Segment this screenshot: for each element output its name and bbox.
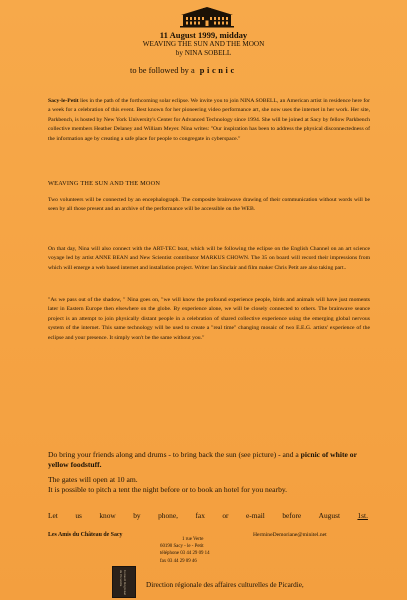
rsvp-word: fax — [195, 511, 205, 520]
art-tec-paragraph: On that day, Nina will also connect with the ART-TEC boat, which will be following the eclipse on the English Channel on an art science voyage led by artist ANNE BEAN and New Scientist contributor MARKUS CHOWN. The 35 on board will record their impressions from which will emerge a web based internet and installation project. Writer Ian Sinclair and film maker Chris Petit are also taking part.. — [48, 246, 370, 271]
picnic-word: picnic — [199, 66, 237, 75]
intro-text: lies in the path of the forthcoming solar eclipse. We invite you to join NINA SOBELL, an American artist in residence here for a week for a celebration of this event. Best known for her pioneering video performance art, she now uses the internet in her work. Her site, Parkbench, is hosted by New York University's Center for Advanced Technology since 1994. She will be joined at Sacy by fellow Parkbench collective members Heather Delaney and William Meyer. Nina writes: "Our inspiration has been to address the physical disconnectedness of the information age by creating a safe place for people to congregate in cyberspace." — [48, 98, 370, 142]
address-street: 1 rue Verte — [182, 537, 204, 542]
contact-email: HermineDemoriane@minitel.net — [253, 532, 327, 538]
event-date: 11 August 1999, midday — [159, 30, 248, 40]
rsvp-word: August — [318, 511, 340, 520]
rsvp-word: or — [222, 511, 229, 520]
gates-line: The gates will open at 10 am. — [48, 475, 138, 484]
intro-paragraph — [48, 97, 370, 144]
rsvp-word: us — [75, 511, 82, 520]
rsvp-word: e-mail — [245, 511, 265, 520]
rsvp-deadline: 1st. — [357, 511, 368, 520]
rsvp-word: phone, — [158, 511, 178, 520]
chateau-logo-icon — [179, 6, 235, 28]
followed-prefix: to be followed by a — [130, 66, 195, 75]
rsvp-word: know — [99, 511, 116, 520]
rsvp-word: Let — [48, 511, 58, 520]
address-town: 60190 Sacy - le - Petit — [160, 544, 204, 550]
followed-by-line — [130, 66, 237, 75]
address-fax: fax 03 44 29 09 46 — [160, 558, 197, 564]
invite-line-a: Do bring your friends along and drums - to bring back the sun (see picture) - and a — [48, 450, 301, 459]
address-phone: téléphone 03 44 29 09 14 — [160, 551, 210, 557]
association-name: Les Amis du Château de Sacy — [48, 532, 123, 538]
rsvp-word: by — [133, 511, 141, 520]
quote-paragraph: "As we pass out of the shadow, " Nina goes on, "we will know the profound experience people, birds and animals will have just moments later in Eastern Europe then elsewhere on the globe. By experience alone, we will be closely connected to others. The brainwave seance project is an attempt to join physically distant people in a celebration of shared collective experience using the emerging global nervous system of the internet. This same technology will be used to create a "real time" changing mosaic of two E.E.G. artists' experience of the eclipse and your presence. It simply won't be the same without you." — [48, 297, 370, 341]
invite-paragraph — [48, 450, 368, 470]
rsvp-line — [48, 511, 368, 520]
postal-address — [160, 536, 210, 565]
logistics-paragraph — [48, 475, 368, 495]
invite-line-b: picnic of white or yellow foodstuff. — [48, 450, 357, 470]
event-title: WEAVING THE SUN AND THE MOON — [142, 40, 265, 48]
rsvp-word: before — [282, 511, 302, 520]
encephalograph-paragraph: Two volunteers will be connected by an encephalograph. The composite brainwave drawing of their communication without words will be seen by all those present and an archive of the performance will be accessible on the WEB. — [48, 197, 370, 213]
regional-council-logo — [112, 566, 136, 598]
intro-lead: Sacy-le-Petit — [48, 98, 79, 104]
drac-credit: Direction régionale des affaires culturelles de Picardie, — [146, 581, 304, 589]
tent-line: It is possible to pitch a tent the night before or to book an hotel for you nearby. — [48, 485, 288, 495]
section-heading: WEAVING THE SUN AND THE MOON — [48, 180, 161, 187]
regional-council-text: Conseil Régional de Picardie — [119, 570, 127, 596]
event-author: by NINA SOBELL — [175, 49, 232, 57]
